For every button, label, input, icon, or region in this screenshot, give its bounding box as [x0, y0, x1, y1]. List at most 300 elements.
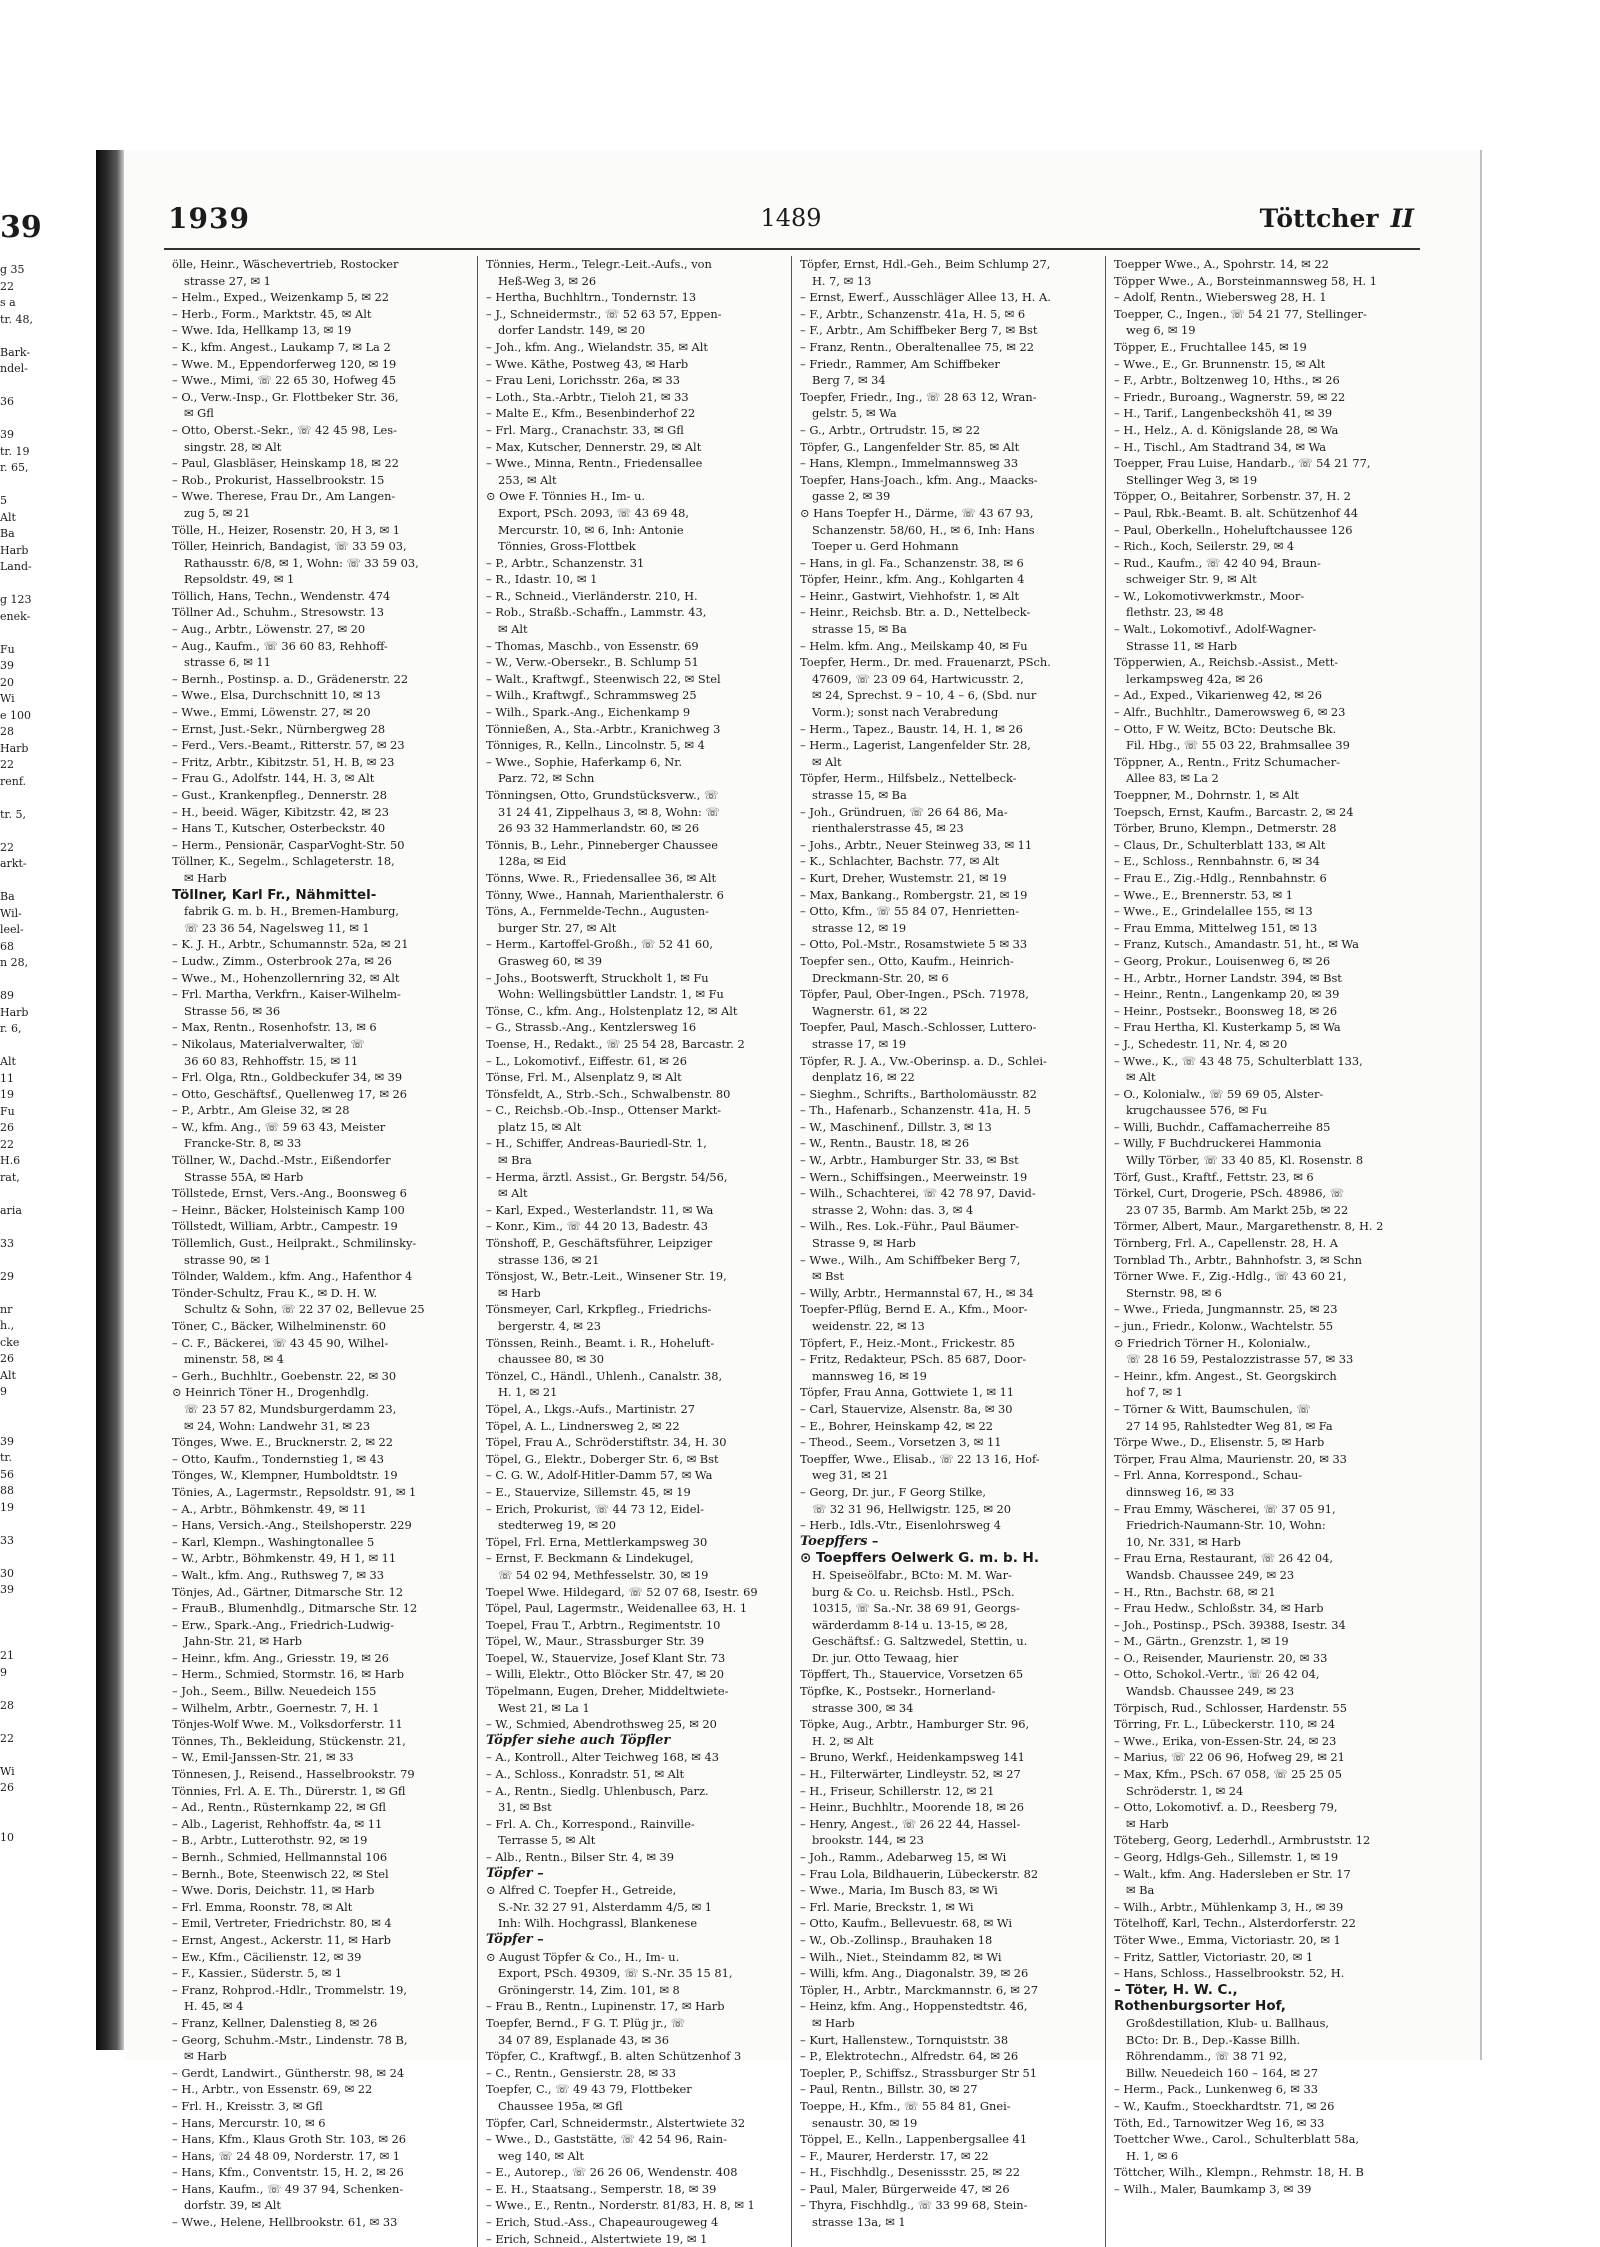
directory-entry-line: – F., Kassier., Süderstr. 5, ✉ 1: [172, 1966, 343, 1981]
previous-page-line: [0, 1632, 92, 1649]
directory-entry-line: – Frl. Martha, Verkfrn., Kaiser-Wilhelm-: [172, 987, 401, 1002]
directory-entry-line: burg & Co. u. Reichsb. Hstl., PSch.: [812, 1584, 1015, 1599]
directory-entry-line: Stellinger Weg 3, ✉ 19: [1126, 472, 1258, 487]
directory-entry-line: Tölnder, Waldem., kfm. Ang., Hafenthor 4: [172, 1269, 413, 1284]
directory-entry-line: ⊙ Alfred C. Toepfer H., Getreide,: [486, 1883, 677, 1898]
directory-entry-line: – Alb., Rentn., Bilser Str. 4, ✉ 39: [486, 1850, 675, 1864]
header-name: [1260, 204, 1414, 233]
directory-entry-line: 36 60 83, Rehhoffstr. 15, ✉ 11: [184, 1053, 359, 1068]
directory-entry-line: Tönsmeyer, Carl, Krkpfleg., Friedrichs-: [486, 1302, 712, 1317]
directory-entry-line: – Heinr., Buchhltr., Moorende 18, ✉ 26: [800, 1800, 1025, 1815]
directory-entry-line: – A., Kontroll., Alter Teichweg 168, ✉ 43: [486, 1750, 719, 1765]
directory-entry-line: ✉ Alt: [812, 754, 842, 769]
previous-page-line: 33: [0, 1236, 14, 1250]
directory-entry-line: Töpel, A. L., Lindnersweg 2, ✉ 22: [486, 1418, 680, 1433]
directory-entry-line: – H., Schiffer, Andreas-Bauriedl-Str. 1,: [486, 1136, 707, 1151]
directory-entry-line: – Ad., Exped., Vikarienweg 42, ✉ 26: [1114, 688, 1322, 703]
directory-entry-line: Chaussee 195a, ✉ Gfl: [498, 2098, 623, 2113]
directory-entry-line: Töpelmann, Eugen, Dreher, Middeltwiete-: [486, 1684, 729, 1699]
previous-page-line: e 100: [0, 708, 32, 722]
previous-page-line: [0, 1747, 92, 1764]
directory-entry-line: – Fritz, Redakteur, PSch. 85 687, Door-: [800, 1352, 1027, 1367]
column-4: [1106, 256, 1420, 2247]
directory-entry-line: Vorm.); sonst nach Verabredung: [812, 705, 999, 720]
directory-entry-line: – W., Emil-Janssen-Str. 21, ✉ 33: [172, 1750, 354, 1765]
directory-entry-line: – H., Fischhdlg., Desenissstr. 25, ✉ 22: [800, 2165, 1021, 2180]
directory-entry-line: Strasse 11, ✉ Harb: [1126, 638, 1238, 653]
directory-entry-line: – A., Rentn., Siedlg. Uhlenbusch, Parz.: [486, 1783, 709, 1798]
directory-entry-line: Dr. jur. Otto Tewaag, hier: [812, 1650, 959, 1665]
directory-entry-line: Töllemlich, Gust., Heilprakt., Schmilinsky-: [172, 1236, 417, 1251]
directory-entry-line: senaustr. 30, ✉ 19: [812, 2115, 918, 2130]
directory-entry-line: – Herb., Form., Marktstr. 45, ✉ Alt: [172, 306, 372, 321]
directory-entry-line: weg 6, ✉ 19: [1126, 323, 1196, 338]
directory-entry-line: – Loth., Sta.-Arbtr., Tieloh 21, ✉ 33: [486, 389, 689, 404]
previous-page-line: [0, 1516, 92, 1533]
directory-entry-line: – Wwe. Doris, Deichstr. 11, ✉ Harb: [172, 1883, 375, 1898]
previous-page-line: tr. 5,: [0, 807, 26, 821]
directory-entry-line: Töpfer, G., Langenfelder Str. 85, ✉ Alt: [800, 439, 1020, 454]
directory-entry-line: 253, ✉ Alt: [498, 472, 557, 487]
directory-entry-line: 27 14 95, Rahlstedter Weg 81, ✉ Fa: [1126, 1418, 1333, 1433]
directory-entry-line: Törber, Bruno, Klempn., Detmerstr. 28: [1114, 821, 1337, 836]
directory-entry-line: – H., beeid. Wäger, Kibitzstr. 42, ✉ 23: [172, 804, 389, 819]
previous-page-line: cke: [0, 1335, 20, 1349]
directory-entry-line: – Herb., Idls.-Vtr., Eisenlohrsweg 4: [800, 1518, 1002, 1533]
directory-entry-line: – Willi, Elektr., Otto Blöcker Str. 47, ✉ 20: [486, 1667, 725, 1682]
directory-entry-line: – Wwe. Ida, Hellkamp 13, ✉ 19: [172, 323, 352, 338]
directory-entry-line: – Frl. Marie, Breckstr. 1, ✉ Wi: [800, 1899, 974, 1914]
directory-entry-line: fabrik G. m. b. H., Bremen-Hamburg,: [184, 904, 400, 919]
directory-entry-line: Tönges, Wwe. E., Brucknerstr. 2, ✉ 22: [172, 1435, 394, 1450]
directory-entry-line: – Wwe. Käthe, Postweg 43, ✉ Harb: [486, 356, 689, 371]
directory-entry-line: – Herm., Pensionär, CasparVoght-Str. 50: [172, 837, 405, 852]
directory-entry-line: – Thyra, Fischhdlg., ☏ 33 99 68, Stein-: [800, 2198, 1028, 2213]
directory-entry-line: ☏ 32 31 96, Hellwigstr. 125, ✉ 20: [812, 1501, 1011, 1516]
column-3: [792, 256, 1106, 2247]
directory-entry-line: 10315, ☏ Sa.-Nr. 38 69 91, Georgs-: [812, 1601, 1020, 1616]
header-year: 1939: [168, 202, 250, 235]
previous-page-line: [0, 1285, 92, 1302]
previous-page-line: 22: [0, 279, 14, 293]
directory-entry-line: hof 7, ✉ 1: [1126, 1385, 1183, 1400]
directory-entry-line: Töpfer, Frau Anna, Gottwiete 1, ✉ 11: [800, 1385, 1015, 1400]
directory-entry-line: Röhrendamm., ☏ 38 71 92,: [1126, 2049, 1288, 2064]
directory-entry-line: – Wwe. Therese, Frau Dr., Am Langen-: [172, 489, 396, 504]
directory-entry-line: Toepfer, Paul, Masch.-Schlosser, Luttero-: [800, 1020, 1037, 1035]
directory-entry-line: – Carl, Stauervize, Alsenstr. 8a, ✉ 30: [800, 1401, 1013, 1416]
directory-entry-line: – Wern., Schiffsingen., Meerweinstr. 19: [800, 1169, 1028, 1184]
directory-entry-line: – Wwe., Emmi, Löwenstr. 27, ✉ 20: [172, 705, 371, 720]
directory-entry-line: – W., kfm. Ang., ☏ 59 63 43, Meister: [172, 1119, 386, 1134]
directory-entry-line: – Heinr., Postsekr., Boonsweg 18, ✉ 26: [1114, 1003, 1338, 1018]
directory-entry-line: Toepel Wwe. Hildegard, ☏ 52 07 68, Isestr. 69: [486, 1584, 758, 1599]
directory-entry-line: – H., Arbtr., Horner Landstr. 394, ✉ Bst: [1114, 970, 1342, 985]
directory-entry-line: – H., Friseur, Schillerstr. 12, ✉ 21: [800, 1783, 995, 1798]
directory-entry-line: – Aug., Arbtr., Löwenstr. 27, ✉ 20: [172, 622, 366, 637]
directory-entry-line: – Paul, Rentn., Billstr. 30, ✉ 27: [800, 2082, 978, 2097]
directory-entry-line: Töllich, Hans, Techn., Wendenstr. 474: [172, 588, 391, 603]
directory-entry-line: – W., Arbtr., Böhmkenstr. 49, H 1, ✉ 11: [172, 1551, 397, 1566]
directory-entry-line: Töpfer, Paul, Ober-Ingen., PSch. 71978,: [800, 987, 1029, 1002]
directory-entry-line: – H., Helz., A. d. Königslande 28, ✉ Wa: [1114, 422, 1339, 437]
directory-entry-line: Töpel, A., Lkgs.-Aufs., Martinistr. 27: [486, 1401, 696, 1416]
directory-entry-line: – M., Gärtn., Grenzstr. 1, ✉ 19: [1114, 1634, 1289, 1649]
directory-entry-line: Strasse 56, ✉ 36: [184, 1003, 281, 1018]
directory-entry-line: Töpfer, Herm., Hilfsbelz., Nettelbeck-: [800, 771, 1017, 786]
directory-entry-line: – Wwe., Sophie, Haferkamp 6, Nr.: [486, 754, 683, 769]
previous-page-line: enek-: [0, 609, 31, 623]
previous-page-line: [0, 1417, 92, 1434]
directory-entry-line: – W., Lokomotivwerkmstr., Moor-: [1114, 588, 1305, 603]
directory-entry-line: Tönjes-Wolf Wwe. M., Volksdorferstr. 11: [172, 1717, 403, 1732]
directory-entry-line: – Herm., Schmied, Stormstr. 16, ✉ Harb: [172, 1667, 405, 1682]
directory-entry-line: – Herma, ärztl. Assist., Gr. Bergstr. 54/56,: [486, 1169, 728, 1184]
previous-page-line: 10: [0, 1830, 14, 1844]
directory-entry-line: Tönnies, Herm., Telegr.-Leit.-Aufs., von: [486, 257, 712, 271]
directory-entry-line: – Frau Hertha, Kl. Kusterkamp 5, ✉ Wa: [1114, 1020, 1341, 1035]
previous-page-line: Ba: [0, 890, 15, 903]
directory-entry-line: – Wwe., E., Brennerstr. 53, ✉ 1: [1114, 887, 1293, 902]
directory-entry-line: Toepper Wwe., A., Spohrstr. 14, ✉ 22: [1114, 257, 1329, 271]
directory-entry-line: Töner, C., Bäcker, Wilhelminenstr. 60: [172, 1319, 387, 1333]
directory-entry-line: ⊙ Owe F. Tönnies H., Im- u.: [486, 489, 646, 504]
directory-entry-line: ✉ 24, Wohn: Landwehr 31, ✉ 23: [184, 1418, 371, 1433]
directory-entry-line: S.-Nr. 32 27 91, Alsterdamm 4/5, ✉ 1: [498, 1899, 713, 1914]
directory-entry-line: – Frau B., Rentn., Lupinenstr. 17, ✉ Harb: [486, 1999, 725, 2014]
directory-entry-line: Töpel, Frl. Erna, Mettlerkampsweg 30: [486, 1534, 708, 1549]
directory-entry-line: – Frl. Marg., Cranachstr. 33, ✉ Gfl: [486, 422, 684, 437]
directory-entry-line: H. 2, ✉ Alt: [812, 1733, 874, 1748]
directory-entry-line: ⊙ Friedrich Törner H., Kolonialw.,: [1114, 1335, 1311, 1350]
directory-entry-line: – E., Bohrer, Heinskamp 42, ✉ 22: [800, 1418, 993, 1433]
directory-entry-line: H. 1, ✉ 6: [1126, 2148, 1179, 2163]
directory-entry-line: – Bruno, Werkf., Heidenkampsweg 141: [800, 1750, 1025, 1765]
previous-page-line: [0, 378, 92, 395]
previous-page-line: nr: [0, 1302, 13, 1316]
directory-entry-line: – Wwe., D., Gaststätte, ☏ 42 54 96, Rain-: [486, 2132, 727, 2147]
directory-entry-line: ✉ Harb: [184, 870, 227, 885]
previous-page-line: Ba: [0, 527, 15, 540]
previous-page-line: Harb: [0, 1005, 29, 1019]
directory-entry-line: Tönjes, Ad., Gärtner, Ditmarsche Str. 12: [172, 1584, 404, 1599]
directory-entry-line: – Ew., Kfm., Cäcilienstr. 12, ✉ 39: [172, 1949, 362, 1964]
directory-entry-line: Töpfer, Ernst, Hdl.-Geh., Beim Schlump 27,: [800, 257, 1051, 271]
directory-entry-line: 47609, ☏ 23 09 64, Hartwicusstr. 2,: [812, 671, 1024, 686]
previous-page-line: n 28,: [0, 956, 29, 969]
directory-entry-line: gasse 2, ✉ 39: [812, 489, 891, 504]
directory-entry-line: weg 140, ✉ Alt: [498, 2148, 584, 2163]
directory-entry-line: – Otto, Lokomotivf. a. D., Reesberg 79,: [1114, 1800, 1338, 1815]
directory-entry-line: – Heinr., Rentn., Langenkamp 20, ✉ 39: [1114, 987, 1340, 1002]
directory-entry-line: – Willy, F Buchdruckerei Hammonia: [1114, 1136, 1322, 1151]
previous-page-line: [0, 1797, 92, 1814]
directory-entry-line: mannsweg 16, ✉ 19: [812, 1368, 927, 1383]
directory-entry-line: – Heinz, kfm. Ang., Hoppenstedtstr. 46,: [800, 1999, 1028, 2014]
directory-entry-line: BCto: Dr. B., Dep.-Kasse Billh.: [1126, 2032, 1301, 2047]
directory-entry-line: – Otto, Schokol.-Vertr., ☏ 26 42 04,: [1114, 1667, 1320, 1682]
directory-entry-line: – Paul, Maler, Bürgerweide 47, ✉ 26: [800, 2181, 1010, 2196]
directory-entry-line: – Ernst, Angest., Ackerstr. 11, ✉ Harb: [172, 1932, 391, 1947]
directory-entry-line: – H., Rtn., Bachstr. 68, ✉ 21: [1114, 1584, 1276, 1599]
previous-page-line: Harb: [0, 543, 29, 557]
book-spine: [96, 150, 124, 2050]
directory-entry-line: Fil. Hbg., ☏ 55 03 22, Brahmsallee 39: [1126, 738, 1350, 753]
previous-page-line: [0, 823, 92, 840]
directory-entry-line: Tönshoff, P., Geschäftsführer, Leipziger: [486, 1236, 713, 1251]
directory-entry-line: bergerstr. 4, ✉ 23: [498, 1319, 601, 1333]
previous-page-line: 22: [0, 1137, 14, 1151]
directory-entry-line: ✉ Harb: [812, 2015, 855, 2030]
directory-entry-line: Tönns, Wwe. R., Friedensallee 36, ✉ Alt: [486, 870, 717, 885]
directory-entry-line: Terrasse 5, ✉ Alt: [498, 1833, 596, 1848]
directory-entry-line: Francke-Str. 8, ✉ 33: [184, 1136, 302, 1151]
previous-page-line: [0, 1599, 92, 1616]
directory-entry-line: – Wwe., Minna, Rentn., Friedensallee: [486, 456, 703, 471]
directory-entry-line: – Max, Bankang., Rombergstr. 21, ✉ 19: [800, 887, 1028, 902]
previous-page-line: 33: [0, 1533, 14, 1547]
directory-entry-line: Tönnis, B., Lehr., Pinneberger Chaussee: [486, 837, 718, 852]
directory-entry-line: Töpfer, Heinr., kfm. Ang., Kohlgarten 4: [800, 572, 1025, 587]
directory-entry-line: – Otto, Kaufm., Tondernstieg 1, ✉ 43: [172, 1451, 385, 1466]
directory-entry-line: – Nikolaus, Materialverwalter, ☏: [172, 1036, 365, 1051]
directory-entry-line: – Joh., Ramm., Adebarweg 15, ✉ Wi: [800, 1850, 1007, 1864]
directory-entry-line: Toepel, Frau T., Arbtrn., Regimentstr. 10: [486, 1617, 721, 1632]
directory-entry-line: Dreckmann-Str. 20, ✉ 6: [812, 970, 949, 985]
directory-entry-line: – Herm., Lagerist, Langenfelder Str. 28,: [800, 738, 1031, 753]
directory-entry-line: Toepfer, Friedr., Ing., ☏ 28 63 12, Wran-: [800, 389, 1037, 404]
directory-entry-line: Tönssen, Reinh., Beamt. i. R., Hoheluft-: [486, 1335, 715, 1350]
directory-entry-line: ☏ 23 36 54, Nagelsweg 11, ✉ 1: [184, 920, 370, 935]
directory-entry-line: – C. F., Bäckerei, ☏ 43 45 90, Wilhel-: [172, 1335, 389, 1350]
directory-entry-line: Töpel, Frau A., Schröderstiftstr. 34, H. 30: [486, 1435, 727, 1450]
directory-entry-line: ⊙ Heinrich Töner H., Drogenhdlg.: [172, 1385, 370, 1400]
directory-entry-line: Berg 7, ✉ 34: [812, 373, 886, 388]
directory-entry-line: – P., Elektrotechn., Alfredstr. 64, ✉ 26: [800, 2049, 1019, 2064]
page-header: [168, 202, 1414, 246]
directory-entry-line: – Bernh., Postinsp. a. D., Grädenerstr. 22: [172, 671, 409, 686]
column-1: [164, 256, 478, 2247]
directory-entry-line: – Georg, Prokur., Louisenweg 6, ✉ 26: [1114, 953, 1331, 968]
previous-page-line: [0, 1186, 92, 1203]
directory-entry-line: – Helm. kfm. Ang., Meilskamp 40, ✉ Fu: [800, 638, 1028, 653]
directory-entry-line: stedterweg 19, ✉ 20: [498, 1518, 617, 1533]
directory-entry-line: rienthalerstrasse 45, ✉ 23: [812, 821, 964, 836]
directory-entry-line: – Wwe., E., Gr. Brunnenstr. 15, ✉ Alt: [1114, 356, 1326, 371]
directory-entry-line: ✉ 24, Sprechst. 9 – 10, 4 – 6, (Sbd. nur: [812, 688, 1037, 703]
directory-entry-line: – Wilhelm, Arbtr., Goernestr. 7, H. 1: [172, 1700, 380, 1715]
directory-entry-line: Billw. Neuedeich 160 – 164, ✉ 27: [1126, 2065, 1319, 2080]
previous-page-line: 19: [0, 1500, 14, 1514]
previous-page-line: 88: [0, 1484, 14, 1497]
directory-entry-line: flethstr. 23, ✉ 48: [1126, 605, 1224, 620]
page-number: 1489: [760, 204, 822, 232]
directory-entry-line: – Frl. H., Kreisstr. 3, ✉ Gfl: [172, 2098, 323, 2113]
directory-entry-line: – Wwe., K., ☏ 43 48 75, Schulterblatt 133,: [1114, 1053, 1363, 1068]
directory-entry-line: – O., Reisender, Maurienstr. 20, ✉ 33: [1114, 1650, 1328, 1665]
directory-entry-line: – Ludw., Zimm., Osterbrook 27a, ✉ 26: [172, 953, 392, 968]
previous-page-line: [0, 873, 92, 890]
directory-entry-line: – Adolf, Rentn., Wiebersweg 28, H. 1: [1114, 290, 1327, 305]
header-name-text: Töttcher: [1259, 204, 1379, 233]
directory-entry-line: H. 1, ✉ 21: [498, 1385, 558, 1400]
directory-entry-line: Toepler, P., Schiffsz., Strassburger Str 51: [800, 2065, 1038, 2080]
directory-entry-line: ölle, Heinr., Wäschevertrieb, Rostocker: [172, 257, 399, 271]
directory-entry-line: – Hans, ☏ 24 48 09, Norderstr. 17, ✉ 1: [172, 2148, 401, 2163]
directory-entry-line: Toeper u. Gerd Hohmann: [812, 539, 959, 554]
directory-entry-line: Tönder-Schultz, Frau K., ✉ D. H. W.: [172, 1285, 378, 1300]
previous-page-line: 89: [0, 989, 14, 1002]
directory-entry-line: – Frl. A. Ch., Korrespond., Rainville-: [486, 1816, 695, 1831]
directory-entry-line: – Frau Emmy, Wäscherei, ☏ 37 05 91,: [1114, 1501, 1336, 1516]
directory-entry-line: – W., Kaufm., Stoeckhardtstr. 71, ✉ 26: [1114, 2098, 1335, 2113]
directory-entry-line: Töpke, Aug., Arbtr., Hamburger Str. 96,: [800, 1717, 1030, 1732]
previous-page-line: ndel-: [0, 362, 28, 375]
previous-page-line: 28: [0, 1698, 14, 1712]
directory-entry-line: – A., Schloss., Konradstr. 51, ✉ Alt: [486, 1767, 685, 1782]
directory-entry-line: ☏ 28 16 59, Pestalozzistrasse 57, ✉ 33: [1126, 1352, 1354, 1367]
directory-entry-line: Schanzenstr. 58/60, H., ✉ 6, Inh: Hans: [812, 522, 1035, 537]
previous-page-line: 68: [0, 939, 14, 953]
directory-entry-line: Töpfer siehe auch Töpfler: [486, 1732, 671, 1748]
directory-entry-line: strasse 15, ✉ Ba: [812, 622, 907, 637]
directory-entry-line: – R., Schneid., Vierländerstr. 210, H.: [486, 588, 698, 603]
directory-entry-line: 23 07 35, Barmb. Am Markt 25b, ✉ 22: [1126, 1202, 1349, 1217]
directory-entry-line: Export, PSch. 49309, ☏ S.-Nr. 35 15 81,: [498, 1966, 733, 1981]
directory-entry-line: – Wwe., Erika, von-Essen-Str. 24, ✉ 23: [1114, 1733, 1337, 1748]
directory-entry-line: – Hans, Schloss., Hasselbrookstr. 52, H.: [1114, 1966, 1345, 1981]
previous-page-line: 22: [0, 840, 14, 854]
directory-entry-line: Rothenburgsorter Hof,: [1114, 1998, 1286, 2015]
previous-page-line: Alt: [0, 510, 16, 524]
column-2: [478, 256, 792, 2247]
directory-entry-line: Töpfer, R. J. A., Vw.-Oberinsp. a. D., Schlei-: [800, 1053, 1047, 1068]
previous-page-line: 5: [0, 494, 7, 507]
previous-page-line: [0, 1681, 92, 1698]
directory-entry-line: schweiger Str. 9, ✉ Alt: [1126, 572, 1257, 587]
previous-page-line: Harb: [0, 741, 29, 755]
directory-entry-line: – C., Rentn., Gensierstr. 28, ✉ 33: [486, 2065, 677, 2080]
directory-entry-line: – FrauB., Blumenhdlg., Ditmarsche Str. 12: [172, 1601, 418, 1616]
directory-entry-line: – Sieghm., Schrifts., Bartholomäusstr. 82: [800, 1086, 1037, 1101]
directory-entry-line: ✉ Harb: [1126, 1816, 1169, 1831]
directory-entry-line: – E., Schloss., Rennbahnstr. 6, ✉ 34: [1114, 854, 1320, 869]
previous-page-line: 30: [0, 1566, 14, 1580]
directory-entry-line: – E. H., Staatsang., Semperstr. 18, ✉ 39: [486, 2181, 717, 2196]
previous-page-line: arkt-: [0, 857, 27, 870]
directory-entry-line: – Walt., Lokomotivf., Adolf-Wagner-: [1114, 622, 1317, 637]
directory-entry-line: – Erw., Spark.-Ang., Friedrich-Ludwig-: [172, 1617, 395, 1632]
previous-page-line: tr. 48,: [0, 312, 33, 326]
directory-entry-line: Tönse, C., kfm. Ang., Holstenplatz 12, ✉ Alt: [486, 1003, 738, 1018]
directory-entry-line: – Hans, Kfm., Klaus Groth Str. 103, ✉ 26: [172, 2132, 406, 2147]
directory-entry-line: chaussee 80, ✉ 30: [498, 1352, 605, 1367]
directory-entry-line: – W., Maschinenf., Dillstr. 3, ✉ 13: [800, 1119, 992, 1134]
previous-page-line: 39: [0, 1583, 14, 1596]
directory-entry-line: – Aug., Kaufm., ☏ 36 60 83, Rehhoff-: [172, 638, 388, 653]
directory-entry-line: – Wwe., Helene, Hellbrookstr. 61, ✉ 33: [172, 2215, 398, 2230]
directory-entry-line: – W., Rentn., Baustr. 18, ✉ 26: [800, 1136, 970, 1151]
directory-entry-line: H. 45, ✉ 4: [184, 1999, 244, 2014]
directory-entry-line: – P., Arbtr., Am Gleise 32, ✉ 28: [172, 1103, 350, 1118]
directory-entry-line: – Joh., kfm. Ang., Wielandstr. 35, ✉ Alt: [486, 339, 708, 354]
directory-entry-line: – Heinr., Gastwirt, Viehhofstr. 1, ✉ Alt: [800, 588, 1020, 603]
directory-entry-line: – Th., Hafenarb., Schanzenstr. 41a, H. 5: [800, 1103, 1032, 1118]
directory-entry-line: minenstr. 58, ✉ 4: [184, 1352, 284, 1367]
previous-page-line: [0, 477, 92, 494]
directory-entry-line: Tönsfeldt, A., Strb.-Sch., Schwalbenstr. 80: [486, 1086, 731, 1101]
directory-entry-line: strasse 17, ✉ 19: [812, 1036, 907, 1051]
directory-entry-line: Törring, Fr. L., Lübeckerstr. 110, ✉ 24: [1114, 1717, 1336, 1732]
previous-page-line: Alt: [0, 1055, 16, 1068]
directory-entry-line: Töllner, W., Dachd.-Mstr., Eißendorfer: [172, 1153, 391, 1168]
previous-page-line: tr. 19: [0, 444, 30, 458]
directory-entry-line: strasse 136, ✉ 21: [498, 1252, 600, 1267]
directory-entry-line: Töpler, H., Arbtr., Marckmannstr. 6, ✉ 27: [800, 1982, 1038, 1997]
directory-entry-line: Toepfer sen., Otto, Kaufm., Heinrich-: [800, 953, 1014, 968]
previous-page-line: [0, 1615, 92, 1632]
previous-page-line: Fu: [0, 642, 15, 656]
previous-page-line: 39: [0, 428, 14, 441]
directory-entry-line: ⊙ Hans Toepfer H., Därme, ☏ 43 67 93,: [800, 505, 1034, 520]
directory-entry-line: – Kurt, Hallenstew., Tornquiststr. 38: [800, 2032, 1009, 2047]
directory-entry-line: – Kurt, Dreher, Wustemstr. 21, ✉ 19: [800, 870, 1007, 885]
directory-entry-line: – Otto, F W. Weitz, BCto: Deutsche Bk.: [1114, 721, 1337, 736]
directory-entry-line: Tornblad Th., Arbtr., Bahnhofstr. 3, ✉ Schn: [1114, 1252, 1362, 1267]
directory-entry-line: – Wilh., Schachterei, ☏ 42 78 97, David-: [800, 1186, 1036, 1201]
directory-entry-line: – Hans, Versich.-Ang., Steilshoperstr. 229: [172, 1518, 412, 1533]
previous-page-line: 22: [0, 758, 14, 771]
directory-entry-line: gelstr. 5, ✉ Wa: [812, 406, 897, 421]
directory-entry-line: Töllner, K., Segelm., Schlageterstr. 18,: [172, 854, 395, 869]
directory-entry-line: – Gerdt, Landwirt., Güntherstr. 98, ✉ 24: [172, 2065, 405, 2080]
directory-entry-line: – Frl. Olga, Rtn., Goldbeckufer 34, ✉ 39: [172, 1070, 403, 1085]
previous-page-lines: [0, 262, 92, 1846]
directory-entry-line: Töpper Wwe., A., Borsteinmannsweg 58, H. 1: [1114, 273, 1378, 288]
directory-entry-line: Repsoldstr. 49, ✉ 1: [184, 572, 295, 587]
directory-entry-line: – Wilh., Spark.-Ang., Eichenkamp 9: [486, 705, 691, 720]
directory-columns: [164, 256, 1420, 2246]
directory-entry-line: – Frau Emma, Mittelweg 151, ✉ 13: [1114, 920, 1318, 935]
directory-entry-line: – Erich, Prokurist, ☏ 44 73 12, Eidel-: [486, 1501, 704, 1516]
directory-entry-line: – W., Arbtr., Hamburger Str. 33, ✉ Bst: [800, 1153, 1019, 1168]
directory-entry-line: Export, PSch. 2093, ☏ 43 69 48,: [498, 505, 690, 520]
directory-entry-line: – F., Arbtr., Schanzenstr. 41a, H. 5, ✉ 6: [800, 306, 1026, 321]
directory-entry-line: ⊙ Toepffers Oelwerk G. m. b. H.: [800, 1550, 1039, 1567]
directory-entry-line: Töpel, Paul, Lagermstr., Weidenallee 63, H. 1: [486, 1601, 748, 1616]
previous-page-line: [0, 1038, 92, 1055]
directory-entry-line: – Karl, Klempn., Washingtonallee 5: [172, 1534, 375, 1549]
directory-entry-line: singstr. 28, ✉ Alt: [184, 439, 282, 454]
previous-page-line: Wil-: [0, 906, 22, 920]
directory-entry-line: – Rich., Koch, Seilerstr. 29, ✉ 4: [1114, 539, 1295, 554]
directory-entry-line: Törper, Frau Alma, Maurienstr. 20, ✉ 33: [1114, 1451, 1347, 1466]
directory-entry-line: – Hans, in gl. Fa., Schanzenstr. 38, ✉ 6: [800, 555, 1024, 570]
directory-entry-line: Törner Wwe. F., Zig.-Hdlg., ☏ 43 60 21,: [1114, 1269, 1347, 1284]
directory-entry-line: – H., Tarif., Langenbeckshöh 41, ✉ 39: [1114, 406, 1333, 421]
directory-entry-line: Tönnes, Th., Bekleidung, Stückenstr. 21,: [172, 1733, 406, 1748]
directory-entry-line: Törkel, Curt, Drogerie, PSch. 48986, ☏: [1114, 1186, 1344, 1201]
directory-entry-line: – Rob., Prokurist, Hasselbrookstr. 15: [172, 472, 385, 487]
directory-entry-line: – Georg, Schuhm.-Mstr., Lindenstr. 78 B,: [172, 2032, 408, 2047]
directory-entry-line: Toepel, W., Stauervize, Josef Klant Str. 73: [486, 1650, 726, 1665]
directory-entry-line: Törmer, Albert, Maur., Margarethenstr. 8, H. 2: [1114, 1219, 1384, 1234]
directory-entry-line: Tönges, W., Klempner, Humboldtstr. 19: [172, 1468, 398, 1483]
previous-page-line: 39: [0, 1434, 14, 1448]
directory-entry-line: Töpfer –: [486, 1931, 544, 1947]
directory-entry-line: – Erich, Schneid., Alstertwiete 19, ✉ 1: [486, 2231, 708, 2246]
directory-entry-line: – Otto, Oberst.-Sekr., ☏ 42 45 98, Les-: [172, 422, 397, 437]
